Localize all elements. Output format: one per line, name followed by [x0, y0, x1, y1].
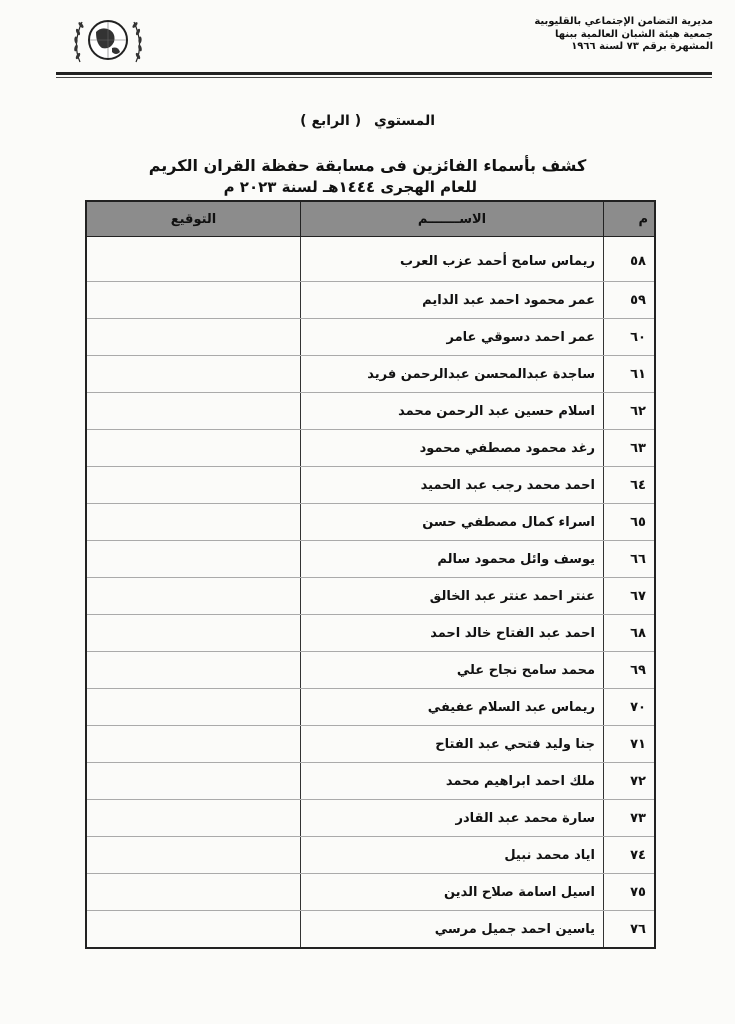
- level-value: ( الرابع ): [300, 113, 362, 129]
- column-header-number: م: [604, 201, 656, 237]
- table-row: [86, 393, 655, 430]
- row-number: ٧٢: [604, 763, 656, 800]
- row-number: ٧٦: [604, 911, 656, 949]
- row-name: اسراء كمال مصطفي حسن: [301, 504, 604, 541]
- row-name: عمر احمد دسوقي عامر: [301, 319, 604, 356]
- row-number: ٧٣: [604, 800, 656, 837]
- table-row: [86, 356, 655, 393]
- row-signature: [86, 393, 301, 430]
- row-name: رغد محمود مصطفي محمود: [301, 430, 604, 467]
- row-name: سارة محمد عبد القادر: [301, 800, 604, 837]
- row-name: اياد محمد نبيل: [301, 837, 604, 874]
- row-signature: [86, 911, 301, 949]
- row-name: ملك احمد ابراهيم محمد: [301, 763, 604, 800]
- table-row: [86, 467, 655, 504]
- header-rule: [56, 72, 712, 75]
- level-label: المستوي: [373, 113, 435, 129]
- row-signature: [86, 430, 301, 467]
- row-number: ٦٠: [604, 319, 656, 356]
- table-row: [86, 837, 655, 874]
- column-header-name: الاســـــــم: [301, 201, 604, 237]
- row-name: جنا وليد فتحي عبد الفتاح: [301, 726, 604, 763]
- row-signature: [86, 800, 301, 837]
- header-rule-thin: [56, 77, 712, 78]
- table-row: [86, 615, 655, 652]
- row-signature: [86, 652, 301, 689]
- organization-header: [473, 16, 713, 54]
- row-signature: [86, 578, 301, 615]
- table-row: [86, 430, 655, 467]
- row-name: ساجدة عبدالمحسن عبدالرحمن فريد: [301, 356, 604, 393]
- row-number: ٦٢: [604, 393, 656, 430]
- row-number: ٦٧: [604, 578, 656, 615]
- row-name: احمد عبد الفتاح خالد احمد: [301, 615, 604, 652]
- row-number: ٦١: [604, 356, 656, 393]
- row-name: ياسين احمد جميل مرسي: [301, 911, 604, 949]
- table-row: [86, 726, 655, 763]
- table-row: [86, 504, 655, 541]
- document-title: كشف بأسماء الفائزين فى مسابقة حفظة القران الكريم: [148, 156, 587, 175]
- document-subtitle: للعام الهجرى ١٤٤٤هـ لسنة ٢٠٢٣ م: [223, 178, 477, 196]
- row-number: ٧٥: [604, 874, 656, 911]
- row-number: ٦٥: [604, 504, 656, 541]
- table-row: [86, 874, 655, 911]
- table-body: [86, 237, 655, 949]
- row-name: اسلام حسين عبد الرحمن محمد: [301, 393, 604, 430]
- winners-table: [85, 200, 656, 949]
- org-line-1: مديرية التضامن الإجتماعي بالقليوبية: [534, 16, 713, 27]
- row-number: ٦٤: [604, 467, 656, 504]
- row-number: ٦٩: [604, 652, 656, 689]
- row-number: ٧٠: [604, 689, 656, 726]
- row-signature: [86, 689, 301, 726]
- row-number: ٥٩: [604, 282, 656, 319]
- row-name: يوسف وائل محمود سالم: [301, 541, 604, 578]
- row-signature: [86, 319, 301, 356]
- row-name: محمد سامح نجاح علي: [301, 652, 604, 689]
- row-number: ٦٣: [604, 430, 656, 467]
- row-signature: [86, 837, 301, 874]
- row-signature: [86, 504, 301, 541]
- row-name: اسيل اسامة صلاح الدين: [301, 874, 604, 911]
- row-signature: [86, 726, 301, 763]
- table-row: [86, 578, 655, 615]
- org-line-2: جمعية هيئة الشبان العالمية ببنها: [555, 28, 713, 40]
- row-signature: [86, 237, 301, 282]
- column-header-signature: التوقيع: [86, 201, 301, 237]
- table-row: [86, 319, 655, 356]
- table-row: [86, 800, 655, 837]
- row-number: ٧٤: [604, 837, 656, 874]
- row-name: ريماس عبد السلام عفيفي: [301, 689, 604, 726]
- table-row: [86, 237, 655, 282]
- table-row: [86, 689, 655, 726]
- row-number: ٦٦: [604, 541, 656, 578]
- row-number: ٧١: [604, 726, 656, 763]
- globe-emblem-icon: [66, 12, 150, 70]
- row-number: ٦٨: [604, 615, 656, 652]
- row-name: ريماس سامح أحمد عزب العرب: [301, 237, 604, 282]
- table-row: [86, 911, 655, 949]
- org-line-3: المشهرة برقم ٧٣ لسنة ١٩٦٦: [571, 41, 713, 52]
- row-number: ٥٨: [604, 237, 656, 282]
- row-name: عمر محمود احمد عبد الدايم: [301, 282, 604, 319]
- row-signature: [86, 874, 301, 911]
- row-signature: [86, 467, 301, 504]
- table-row: [86, 541, 655, 578]
- row-signature: [86, 541, 301, 578]
- row-signature: [86, 615, 301, 652]
- row-signature: [86, 763, 301, 800]
- table-header-row: [86, 201, 655, 237]
- table-row: [86, 763, 655, 800]
- row-name: عنتر احمد عنتر عبد الخالق: [301, 578, 604, 615]
- row-signature: [86, 356, 301, 393]
- table-row: [86, 282, 655, 319]
- table-row: [86, 652, 655, 689]
- row-signature: [86, 282, 301, 319]
- level-line: [300, 113, 435, 129]
- row-name: احمد محمد رجب عبد الحميد: [301, 467, 604, 504]
